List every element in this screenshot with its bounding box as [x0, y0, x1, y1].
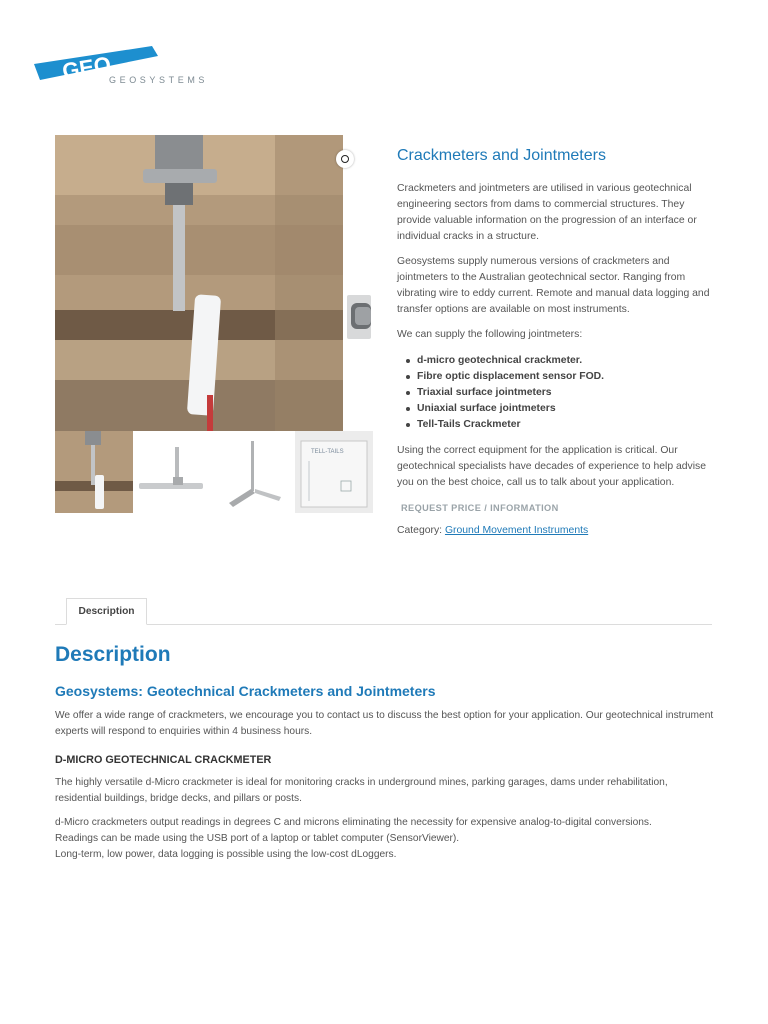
description-heading: Description — [55, 643, 171, 666]
section-paragraph-2 — [55, 815, 715, 863]
summary-paragraph-1: Crackmeters and jointmeters are utilised in various geotechnical engineering sectors from dams to commercial structures. They provide valuable information on the progression of an interface or individual cracks in a structure. — [397, 183, 697, 242]
list-item: d-micro geotechnical crackmeter. — [397, 353, 715, 369]
logo-text: GEOSYSTEMS — [109, 75, 209, 85]
category-label: Category: — [397, 525, 443, 536]
list-item: Fibre optic displacement sensor FOD. — [397, 369, 715, 385]
section-title: D-MICRO GEOTECHNICAL CRACKMETER — [55, 754, 272, 766]
sensor-preview-icon — [347, 295, 371, 339]
tabs-divider — [55, 624, 712, 625]
summary-closing: Using the correct equipment for the application is critical. Our geotechnical specialists have decades of experience to help advise you on the best choice, call us to talk about your application. — [397, 445, 707, 488]
list-item: Uniaxial surface jointmeters — [397, 401, 715, 417]
product-summary — [397, 146, 715, 539]
next-image-preview[interactable] — [347, 295, 371, 339]
request-price-button[interactable]: REQUEST PRICE / INFORMATION — [401, 503, 559, 513]
thumbnail-1[interactable] — [55, 431, 133, 513]
description-subheading: Geosystems: Geotechnical Crackmeters and Jointmeters — [55, 683, 436, 699]
summary-paragraph-3: We can supply the following jointmeters: — [397, 329, 583, 340]
jointmeter-list — [397, 353, 715, 433]
product-title: Crackmeters and Jointmeters — [397, 147, 606, 164]
product-category — [397, 523, 715, 539]
svg-text:TELL-TAILS: TELL-TAILS — [311, 449, 344, 455]
tab-description[interactable]: Description — [66, 598, 147, 625]
product-main-image[interactable] — [55, 135, 343, 431]
geosystems-logo[interactable] — [34, 46, 234, 92]
section-line: Readings can be made using the USB port of a laptop or tablet computer (SensorViewer). — [55, 833, 460, 844]
thumbnail-4[interactable] — [295, 431, 373, 513]
section-line: Long-term, low power, data logging is possible using the low-cost dLoggers. — [55, 849, 397, 860]
thumbnail-2[interactable] — [135, 431, 213, 513]
section-paragraph-1: The highly versatile d-Micro crackmeter is ideal for monitoring cracks in underground mines, parking garages, dams under rehabilitation, residential buildings, bridge decks, and pillars or posts. — [55, 777, 668, 804]
description-intro: We offer a wide range of crackmeters, we encourage you to contact us to discuss the best option for your application. Our geotechnical instrument experts will respond to enquiries within 4 business hours. — [55, 710, 714, 737]
tell-tails-thumb-icon — [295, 431, 373, 513]
thumbnail-3[interactable] — [215, 431, 293, 513]
triaxial-jointmeter-thumb-icon — [215, 431, 293, 513]
description-panel — [55, 642, 715, 871]
list-item: Tell-Tails Crackmeter — [397, 417, 715, 433]
svg-text:GEO: GEO — [60, 51, 113, 84]
summary-paragraph-2: Geosystems supply numerous versions of crackmeters and jointmeters to the Australian geotechnical sector. Ranging from vibrating wire to eddy current. Remote and manual data logging and transfer options are available on most instruments. — [397, 256, 710, 315]
crackmeter-thumb-icon — [55, 431, 133, 513]
gallery-thumbnails — [55, 431, 373, 513]
list-item: Triaxial surface jointmeters — [397, 385, 715, 401]
crackmeter-photo-icon — [55, 135, 343, 431]
category-link[interactable]: Ground Movement Instruments — [444, 525, 589, 536]
magnifier-icon[interactable] — [336, 150, 354, 168]
section-line: d-Micro crackmeters output readings in degrees C and microns eliminating the necessity for expensive analog-to-digital conversions. — [55, 817, 652, 828]
uniaxial-jointmeter-thumb-icon — [135, 431, 213, 513]
